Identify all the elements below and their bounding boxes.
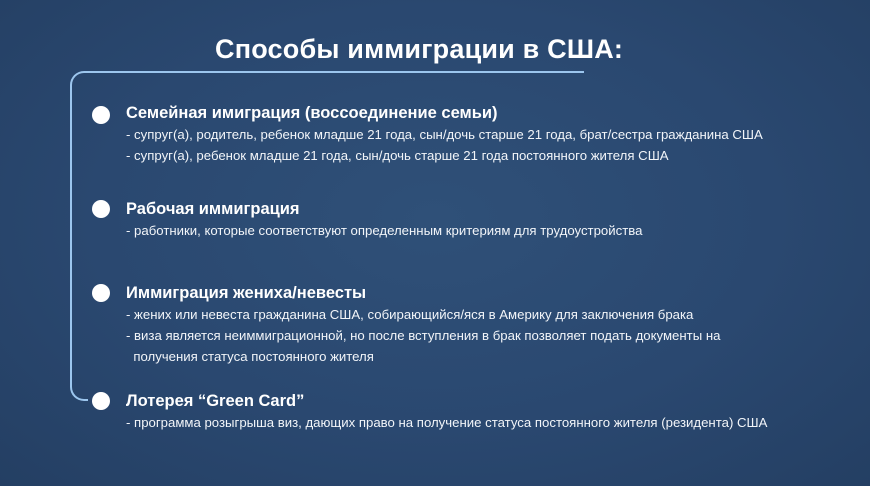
item-heading: Семейная имиграция (воссоединение семьи) [126,104,498,122]
bullet-dot-work [92,200,110,218]
item-heading: Лотерея “Green Card” [126,392,305,410]
item-green-card-lottery [126,390,767,433]
slide-title: Способы иммиграции в США: [215,34,624,64]
connector-bottom-corner [70,385,88,401]
item-bullet: получения статуса постоянного жителя [126,349,374,364]
item-heading: Иммиграция жениха/невесты [126,284,367,302]
item-bullet: - работники, которые соответствуют определенным критериям для трудоустройства [126,223,643,238]
item-bullet: - супруг(а), ребенок младше 21 года, сын/дочь старше 21 года постоянного жителя США [126,148,669,163]
item-bullet: - виза является неиммиграционной, но после вступления в брак позволяет подать документы на [126,328,721,343]
item-bullet: - супруг(а), родитель, ребенок младше 21 года, сын/дочь старше 21 года, брат/сестра гражданина США [126,127,763,142]
item-fiance-immigration [126,282,720,367]
item-bullet: - жених или невеста гражданина США, собирающийся/яся в Америку для заключения брака [126,307,694,322]
connector-top-corner [70,71,86,87]
item-heading: Рабочая иммиграция [126,200,300,218]
bullet-dot-family [92,106,110,124]
item-work-immigration [126,198,642,241]
bullet-dot-fiance [92,284,110,302]
connector-vertical-line [70,86,72,386]
connector-top-line [84,71,584,73]
item-bullet: - программа розыгрыша виз, дающих право на получение статуса постоянного жителя (резидента) США [126,415,768,430]
bullet-dot-green-card [92,392,110,410]
item-family-immigration [126,102,763,166]
